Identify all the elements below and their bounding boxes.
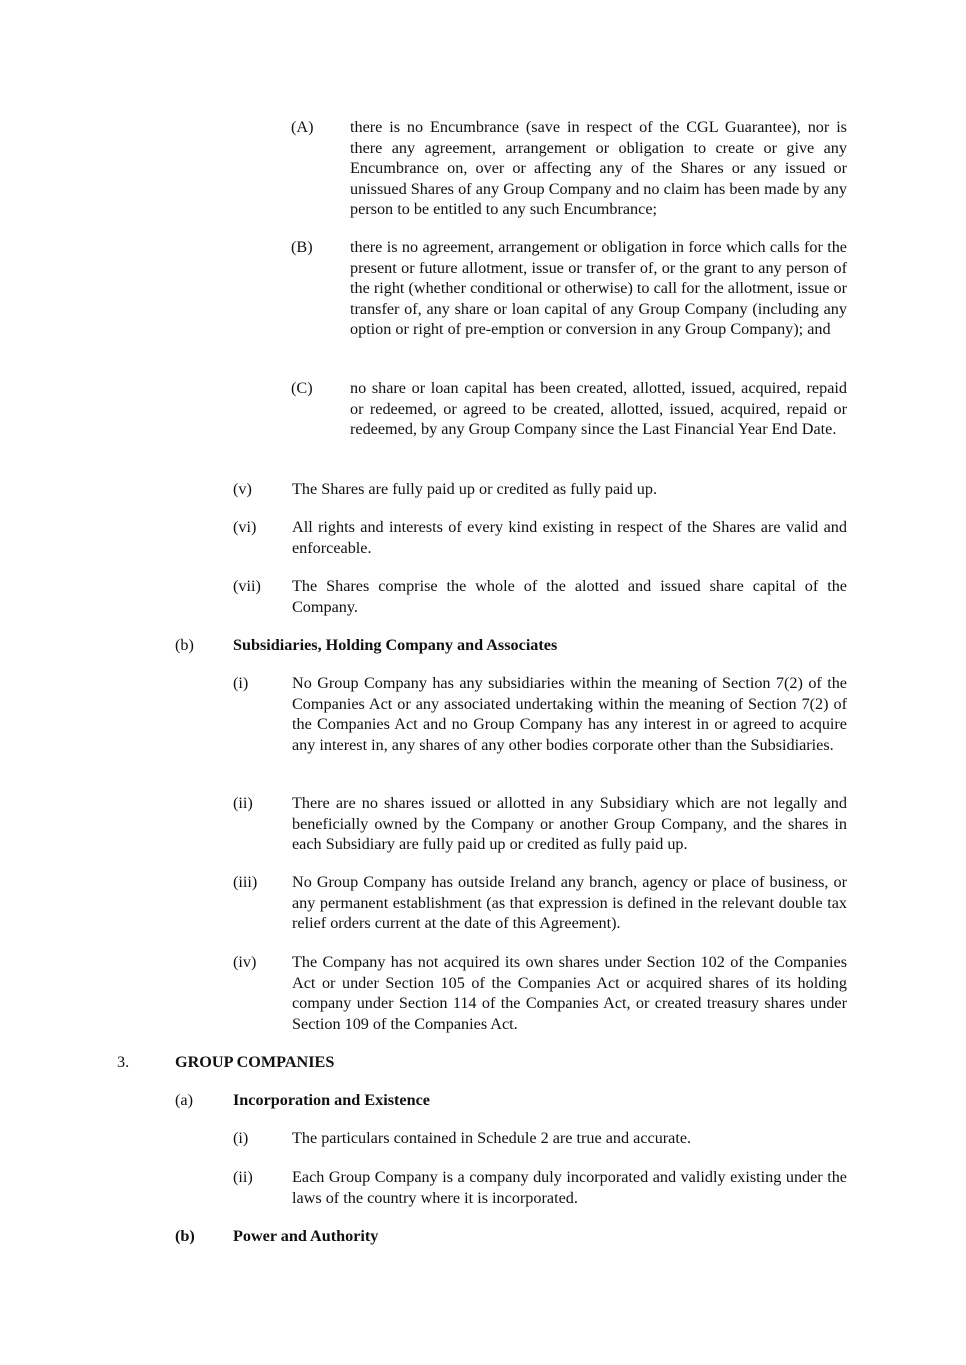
clause-number: (iv) <box>233 953 257 971</box>
clause-text: there is no agreement, arrangement or obligation in force which calls for the present or future allotment, issue or transfer of, or the grant to any person of the right (whether conditional or otherwise) to call for the allotment, issue or transfer of, any share or loan capital of any Group Company (including any option or right of pre-emption or conversion in any Group Company); and <box>350 238 847 339</box>
clause-text: The Shares comprise the whole of the alotted and issued share capital of the Company. <box>292 577 847 616</box>
clause-text: The Shares are fully paid up or credited as fully paid up. <box>292 480 658 498</box>
clause-number: (iii) <box>233 873 258 891</box>
heading-number: (b) <box>175 636 194 654</box>
clause-number: (vii) <box>233 577 261 595</box>
heading-text: Subsidiaries, Holding Company and Associates <box>233 636 558 654</box>
heading-text: Power and Authority <box>233 1227 379 1245</box>
clause-number: (ii) <box>233 794 253 812</box>
clause-number: (v) <box>233 480 252 498</box>
heading-text: GROUP COMPANIES <box>175 1053 335 1071</box>
heading-text: Incorporation and Existence <box>233 1091 430 1109</box>
heading-number: (b) <box>175 1227 195 1245</box>
heading-number: 3. <box>117 1053 130 1071</box>
clause-text: There are no shares issued or allotted in any Subsidiary which are not legally and beneficially owned by the Company or another Group Company, and the shares in each Subsidiary are fully paid up or credited as fully paid up. <box>292 794 847 854</box>
clause-text: The Company has not acquired its own shares under Section 102 of the Companies Act or under Section 105 of the Companies Act or acquired shares of its holding company under Section 114 of the Companies Act, or created treasury shares under Section 109 of the Companies Act. <box>292 953 847 1033</box>
clause-number: (i) <box>233 674 249 692</box>
clause-number: (ii) <box>233 1168 253 1186</box>
clause-number: (C) <box>291 379 313 397</box>
clause-text: no share or loan capital has been created, allotted, issued, acquired, repaid or redeemed, or agreed to be created, allotted, issued, acquired, repaid or redeemed, by any Group Company since the Last Financial Year End Date. <box>350 379 847 439</box>
clause-text: No Group Company has any subsidiaries within the meaning of Section 7(2) of the Companies Act or any associated undertaking within the meaning of Section 7(2) of the Companies Act and no Group Company has any interest in or agreed to acquire any interest in, any shares of any other bodies corporate other than the Subsidiaries. <box>292 674 847 754</box>
clause-text: All rights and interests of every kind existing in respect of the Shares are valid and enforceable. <box>292 518 847 557</box>
clause-text: Each Group Company is a company duly incorporated and validly existing under the laws of the country where it is incorporated. <box>292 1168 847 1207</box>
clause-number: (i) <box>233 1129 249 1147</box>
clause-number: (A) <box>291 118 314 136</box>
clause-text: there is no Encumbrance (save in respect of the CGL Guarantee), nor is there any agreement, arrangement or obligation to create or give any Encumbrance on, over or affecting any of the Shares or any issued or unissued Shares of any Group Company and no claim has been made by any person to be entitled to any such Encumbrance; <box>350 118 847 219</box>
heading-number: (a) <box>175 1091 193 1109</box>
clause-text: The particulars contained in Schedule 2 are true and accurate. <box>292 1129 692 1147</box>
clause-number: (B) <box>291 238 313 256</box>
clause-text: No Group Company has outside Ireland any branch, agency or place of business, or any permanent establishment (as that expression is defined in the relevant double tax relief orders current at the date of this Agreement). <box>292 873 847 933</box>
clause-number: (vi) <box>233 518 257 536</box>
